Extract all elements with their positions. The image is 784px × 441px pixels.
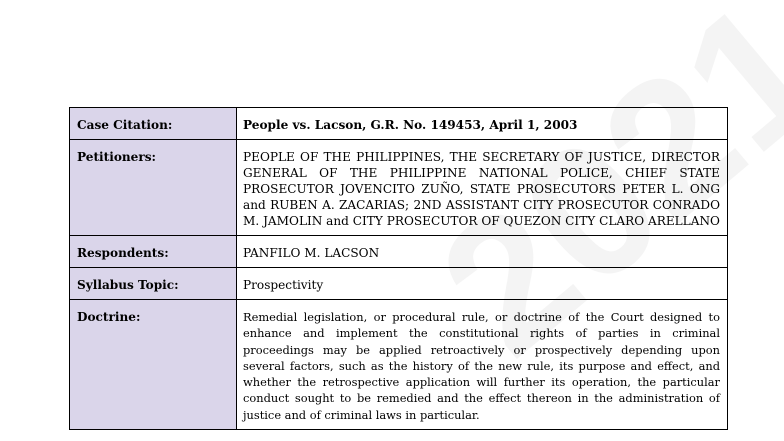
syllabus-topic-label: Syllabus Topic:: [70, 268, 237, 300]
case-citation-label: Case Citation:: [70, 108, 237, 140]
respondents-label: Respondents:: [70, 236, 237, 268]
petitioners-value: PEOPLE OF THE PHILIPPINES, THE SECRETARY OF JUSTICE, DIRECTOR GENERAL OF THE PHILIPPINE NATIONAL POLICE, CHIEF STATE PROSECUTOR JOVENCITO ZUÑO, STATE PROSECUTORS PETER L. ONG and RUBEN A. ZACARIAS; 2ND ASSISTANT CITY PROSECUTOR CONRADO M. JAMOLIN and CITY PROSECUTOR OF QUEZON CITY CLARO ARELLANO: [237, 140, 728, 236]
row-petitioners: [70, 140, 728, 236]
row-respondents: [70, 236, 728, 268]
case-citation-value: People vs. Lacson, G.R. No. 149453, April 1, 2003: [237, 108, 728, 140]
row-syllabus-topic: [70, 268, 728, 300]
respondents-value: PANFILO M. LACSON: [237, 236, 728, 268]
row-doctrine: [70, 300, 728, 430]
row-case-citation: [70, 108, 728, 140]
doctrine-value: Remedial legislation, or procedural rule, or doctrine of the Court designed to enhance and implement the constitutional rights of parties in criminal proceedings may be applied retroactively or prospectively depending upon several factors, such as the history of the new rule, its purpose and effect, and whether the retrospective application will further its operation, the particular conduct sought to be remedied and the effect thereon in the administration of justice and of criminal laws in particular.: [237, 300, 728, 430]
case-digest-table: [69, 107, 728, 430]
doctrine-label: Doctrine:: [70, 300, 237, 430]
petitioners-label: Petitioners:: [70, 140, 237, 236]
syllabus-topic-value: Prospectivity: [237, 268, 728, 300]
